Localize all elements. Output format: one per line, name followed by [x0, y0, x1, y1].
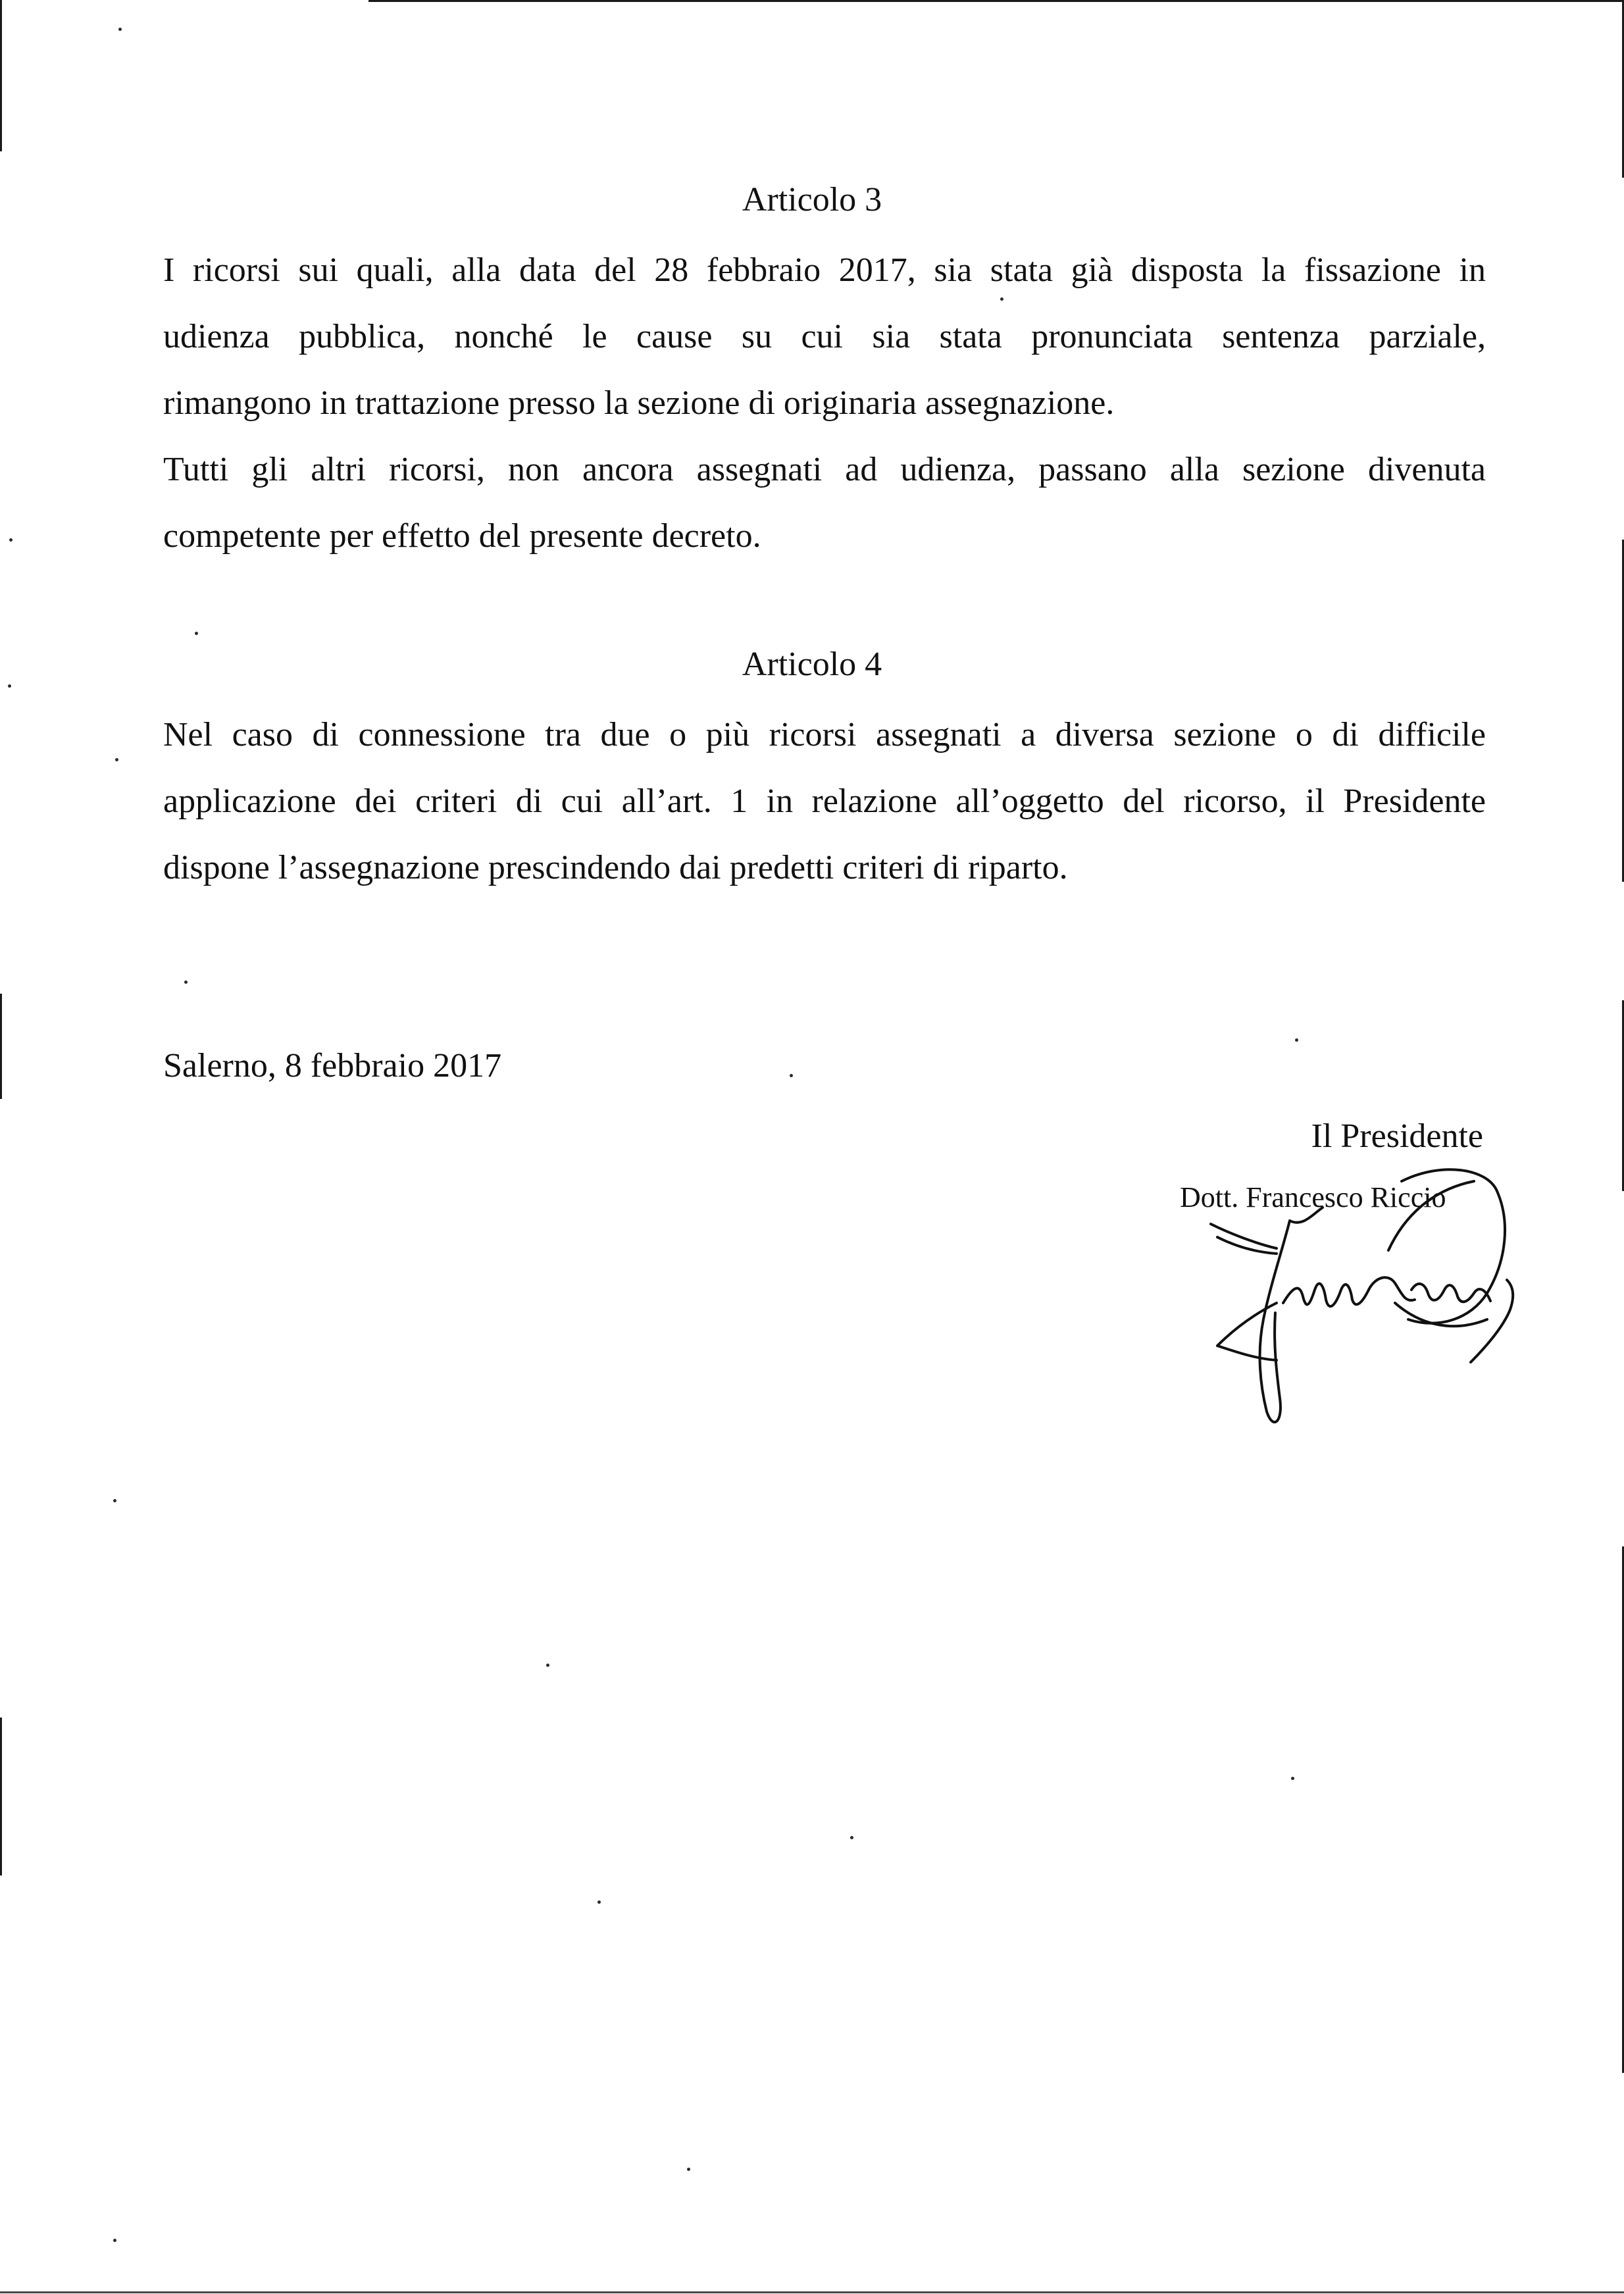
- scan-border-left-2: [0, 994, 2, 1099]
- article-3-line: competente per effetto del presente decreto.: [163, 517, 761, 555]
- scan-speck: [790, 1074, 793, 1077]
- article-3-line: Tutti gli altri ricorsi, non ancora assegnati ad udienza, passano alla sezione divenuta: [163, 451, 1486, 488]
- article-3-line: udienza pubblica, nonché le cause su cui sia stata pronunciata sentenza parziale,: [163, 318, 1486, 355]
- article-3-line: I ricorsi sui quali, alla data del 28 febbraio 2017, sia stata già disposta la fissazione in: [163, 251, 1486, 289]
- scan-border-left: [0, 0, 2, 151]
- article-3-heading: Articolo 3: [742, 181, 882, 218]
- signatory-name: Dott. Francesco Riccio: [1180, 1181, 1446, 1213]
- handwritten-signature: [1178, 1155, 1533, 1431]
- scan-speck: [195, 632, 198, 635]
- scan-speck: [1295, 1038, 1298, 1042]
- scan-speck: [687, 2168, 690, 2171]
- scan-speck: [184, 981, 188, 984]
- article-4-line: Nel caso di connessione tra due o più ricorsi assegnati a diversa sezione o di difficile: [163, 716, 1486, 753]
- scan-border-top: [368, 0, 1624, 2]
- scan-speck: [1291, 1777, 1294, 1780]
- scan-speck: [115, 758, 118, 761]
- article-4-heading: Articolo 4: [742, 646, 882, 683]
- signatory-title: Il Presidente: [1311, 1117, 1483, 1155]
- article-4-line: dispone l’assegnazione prescindendo dai predetti criteri di riparto.: [163, 849, 1068, 886]
- article-4-line: applicazione dei criteri di cui all’art. 1 in relazione all’oggetto del ricorso, il Presidente: [163, 782, 1486, 820]
- scan-speck: [850, 1836, 853, 1839]
- scan-speck: [9, 538, 13, 542]
- article-3-body: [163, 237, 1486, 569]
- article-4-body: [163, 701, 1486, 901]
- scan-speck: [546, 1664, 549, 1667]
- scan-speck: [113, 1499, 116, 1502]
- place-date: Salerno, 8 febbraio 2017: [163, 1047, 502, 1084]
- scan-speck: [113, 2239, 116, 2242]
- scan-speck: [597, 1900, 601, 1904]
- scan-speck: [118, 28, 122, 31]
- article-3-line: rimangono in trattazione presso la sezione di originaria assegnazione.: [163, 384, 1115, 422]
- scan-border-bottom: [0, 2291, 1624, 2293]
- scan-border-left-3: [0, 1718, 2, 1875]
